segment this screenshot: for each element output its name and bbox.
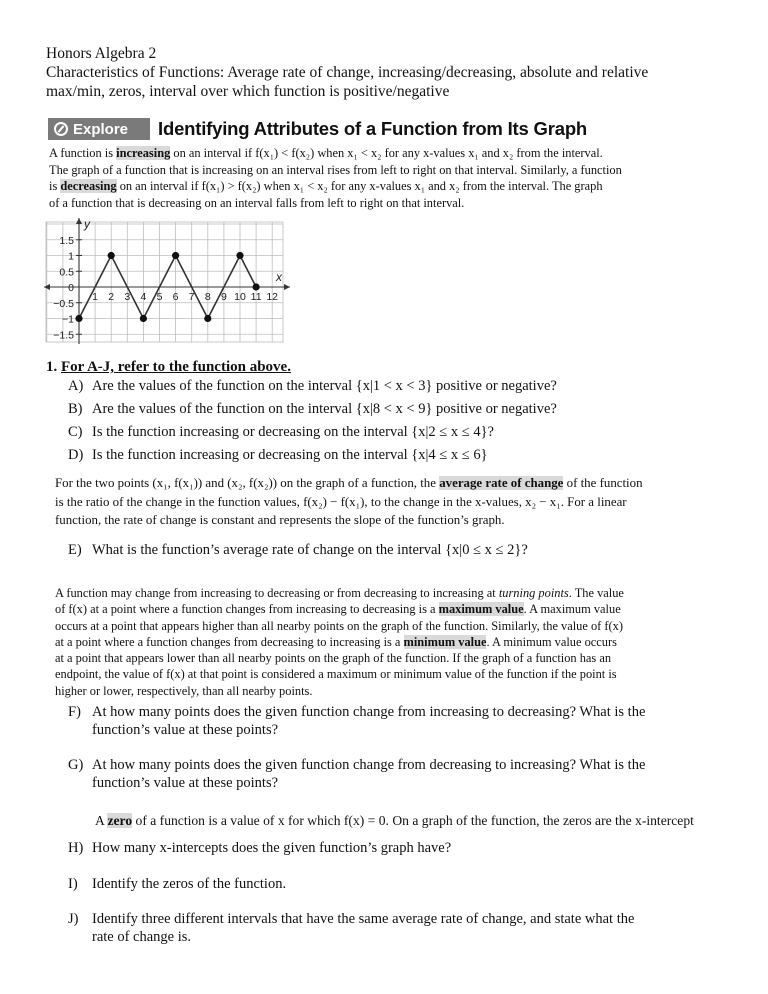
definition-line: is decreasing on an interval if f(x₁) > f(x₂) when x₁ < x₂ for any x-values x₁ and x₂ from the interval. The graph — [49, 179, 603, 193]
question-d: D) Is the function increasing or decreasing on the interval {x|4 ≤ x ≤ 6} — [68, 447, 488, 463]
y-tick-label: 0 — [68, 282, 74, 294]
definition-line: at a point that appears lower than all nearby points on the graph of the function. If the graph of a function has an — [55, 651, 612, 666]
x-tick-label: 10 — [234, 291, 246, 303]
question-f: F) At how many points does the given function change from increasing to decreasing? What is the function’s value at these points? — [68, 704, 646, 738]
definition-line: A function is increasing on an interval if f(x₁) < f(x₂) when x₁ < x₂ for any x-values x₁ and x₂ from the interval. — [49, 146, 603, 160]
x-tick-label: 5 — [156, 291, 163, 303]
x-tick-label: 3 — [124, 291, 131, 303]
term-maximum-value: maximum value — [438, 602, 524, 617]
definition-line: of f(x) at a point where a function changes from increasing to decreasing is a maximum value. A maximum value — [55, 602, 621, 617]
term-average-rate-of-change: average rate of change — [439, 476, 564, 490]
x-axis-label: x — [276, 270, 282, 284]
question-b: B) Are the values of the function on the interval {x|8 < x < 9} positive or negative? — [68, 401, 557, 417]
term-increasing: increasing — [116, 146, 171, 160]
y-axis-arrow-icon — [76, 218, 82, 224]
y-tick-label: 1 — [68, 250, 74, 263]
x-tick-label: 6 — [172, 291, 179, 303]
y-tick-label: −0.5 — [53, 297, 74, 310]
definition-line: higher or lower, respectively, than all nearby points. — [55, 683, 313, 698]
y-axis-label: y — [84, 218, 90, 231]
x-tick-label: 8 — [204, 291, 211, 303]
definition-line: is the ratio of the change in the function values, f(x₂) − f(x₁), to the change in the x-values, x₂ − x₁. For a linear — [55, 494, 627, 509]
x-tick-label: 2 — [108, 291, 115, 303]
term-minimum-value: minimum value — [403, 634, 487, 649]
average-rate-of-change-definition — [55, 474, 643, 530]
question-i: I) Identify the zeros of the function. — [68, 876, 287, 892]
y-tick-label: 0.5 — [59, 266, 74, 279]
definition-line: function, the rate of change is constant and represents the slope of the function’s graph. — [55, 513, 505, 527]
turning-points-definition — [55, 585, 624, 699]
question-j: J) Identify three different intervals that have the same average rate of change, and state what the rate of change is. — [68, 911, 635, 945]
increasing-decreasing-definition — [49, 145, 622, 211]
x-tick-label: 1 — [92, 291, 99, 303]
x-axis-arrow-icon — [284, 284, 290, 290]
x-tick-label: 4 — [140, 291, 147, 303]
definition-line: at a point where a function changes from decreasing to increasing is a minimum value. A minimum value occurs — [55, 634, 617, 649]
explore-tag-label: Explore — [73, 120, 129, 138]
topic-line-2: max/min, zeros, interval over which function is positive/negative — [46, 83, 450, 100]
definition-line: of a function that is decreasing on an interval falls from left to right on that interval. — [49, 195, 465, 210]
worksheet-header — [46, 44, 648, 101]
graph-point — [108, 252, 115, 259]
function-graph — [44, 218, 294, 344]
question-set-heading: 1. For A-J, refer to the function above. — [46, 359, 291, 375]
question-c: C) Is the function increasing or decreasing on the interval {x|2 ≤ x ≤ 4}? — [68, 424, 494, 440]
compass-icon — [54, 122, 68, 136]
explore-title: Identifying Attributes of a Function from Its Graph — [158, 118, 588, 139]
question-a: A) Are the values of the function on the interval {x|1 < x < 3} positive or negative? — [68, 378, 557, 394]
term-zero: zero — [107, 813, 133, 828]
x-tick-label: 7 — [188, 291, 195, 303]
topic-line-1: Characteristics of Functions: Average rate of change, increasing/decreasing, absolute and relative — [46, 64, 649, 81]
graph-point — [172, 252, 179, 259]
y-tick-label: −1.5 — [53, 329, 74, 342]
course-title: Honors Algebra 2 — [46, 45, 157, 62]
term-decreasing: decreasing — [60, 179, 117, 193]
question-g: G) At how many points does the given function change from decreasing to increasing? What is the function’s value at these points? — [68, 757, 646, 791]
graph-point — [140, 315, 147, 322]
y-tick-label: 1.5 — [59, 234, 74, 247]
definition-line: occurs at a point that appears higher than all nearby points on the graph of the function. Similarly, the value of f(x) — [55, 618, 623, 633]
x-tick-label: 9 — [220, 291, 227, 303]
question-h: H) How many x-intercepts does the given function’s graph have? — [68, 840, 452, 856]
explore-tag — [48, 118, 150, 140]
graph-point — [253, 283, 260, 290]
x-tick-label: 11 — [250, 291, 262, 303]
graph-point — [75, 315, 82, 322]
definition-line: endpoint, the value of f(x) at that point is considered a maximum or minimum value of the function if the point is — [55, 667, 617, 682]
term-turning-points: turning points — [498, 586, 569, 600]
definition-line: For the two points (x₁, f(x₁)) and (x₂, f(x₂)) on the graph of a function, the average rate of change of the function — [55, 476, 643, 490]
explore-section-header — [48, 118, 587, 140]
graph-point — [236, 252, 243, 259]
definition-line: The graph of a function that is increasing on an interval rises from left to right on that interval. Similarly, a function — [49, 162, 622, 177]
y-tick-label: −1 — [62, 313, 74, 326]
question-e: E) What is the function’s average rate of change on the interval {x|0 ≤ x ≤ 2}? — [68, 542, 528, 558]
definition-line: A function may change from increasing to decreasing or from decreasing to increasing at turning points. The value — [55, 586, 624, 600]
zero-definition: A zero of a function is a value of x for which f(x) = 0. On a graph of the function, the zeros are the x-intercept — [95, 813, 694, 828]
graph-point — [204, 315, 211, 322]
graph-tick-labels — [53, 218, 283, 341]
x-tick-label: 12 — [266, 291, 279, 303]
